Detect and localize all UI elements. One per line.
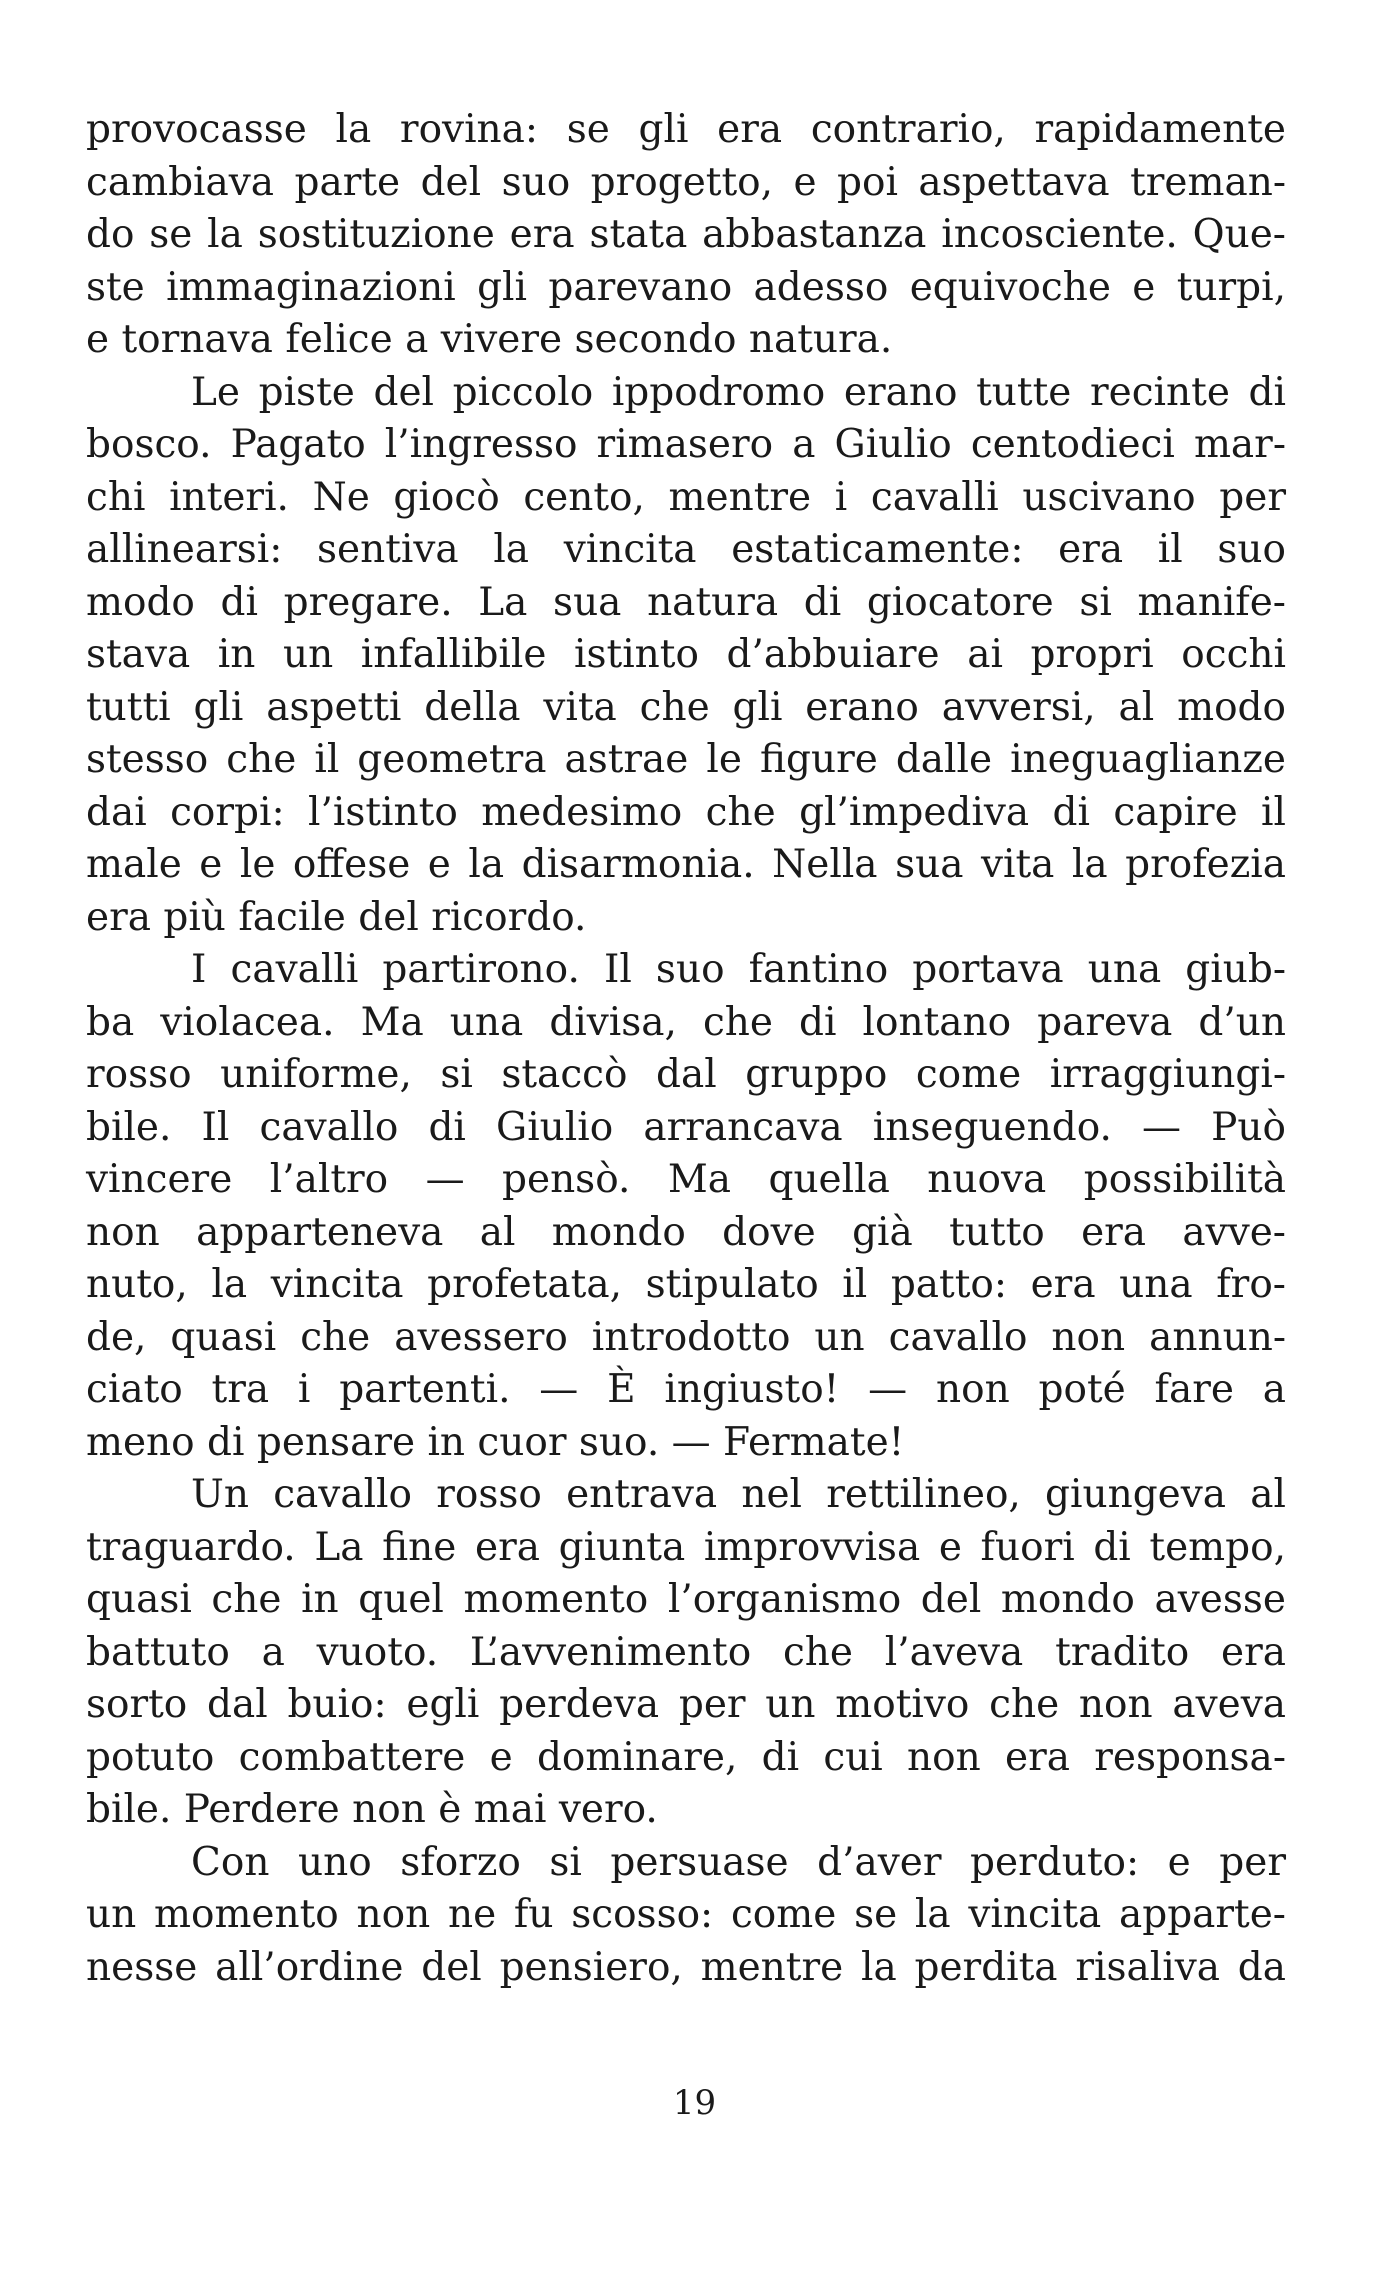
text-line: provocasse la rovina: se gli era contrario, rapidamente bbox=[86, 107, 1286, 152]
text-line: Le piste del piccolo ippodromo erano tutte recinte di bbox=[191, 369, 1286, 415]
text-line: bosco. Pagato l’ingresso rimasero a Giulio centodieci mar- bbox=[86, 422, 1286, 467]
text-line: do se la sostituzione era stata abbastanza incosciente. Que- bbox=[86, 212, 1286, 257]
page-body bbox=[86, 104, 1286, 1994]
text-line: tutti gli aspetti della vita che gli erano avversi, al modo bbox=[86, 684, 1286, 730]
text-line: ciato tra i partenti. — È ingiusto! — non poté fare a bbox=[86, 1367, 1286, 1412]
text-line: e tornava felice a vivere secondo natura. bbox=[86, 317, 893, 362]
text-line: ste immaginazioni gli parevano adesso equivoche e turpi, bbox=[86, 264, 1286, 310]
text-line: potuto combattere e dominare, di cui non era responsa- bbox=[86, 1734, 1286, 1780]
text-line: vincere l’altro — pensò. Ma quella nuova possibilità bbox=[86, 1157, 1286, 1202]
text-line: allinearsi: sentiva la vincita estaticamente: era il suo bbox=[86, 527, 1286, 572]
text-line: nesse all’ordine del pensiero, mentre la perdita risaliva da bbox=[86, 1944, 1286, 1990]
text-line: ba violacea. Ma una divisa, che di lontano pareva d’un bbox=[86, 999, 1286, 1045]
text-line: stesso che il geometra astrae le figure dalle ineguaglianze bbox=[86, 737, 1286, 782]
text-line: bile. Il cavallo di Giulio arrancava inseguendo. — Può bbox=[86, 1104, 1286, 1150]
text-line: de, quasi che avessero introdotto un cavallo non annun- bbox=[86, 1314, 1286, 1360]
text-line: dai corpi: l’istinto medesimo che gl’impediva di capire il bbox=[86, 789, 1286, 835]
text-line: rosso uniforme, si staccò dal gruppo come irraggiungi- bbox=[86, 1052, 1286, 1097]
text-line: cambiava parte del suo progetto, e poi aspettava treman- bbox=[86, 159, 1286, 205]
text-line: era più facile del ricordo. bbox=[86, 894, 587, 940]
page-number: 19 bbox=[672, 2083, 717, 2123]
text-line: un momento non ne fu scosso: come se la vincita apparte- bbox=[86, 1892, 1286, 1937]
text-line: Con uno sforzo si persuase d’aver perduto: e per bbox=[191, 1839, 1286, 1885]
text-line: male e le offese e la disarmonia. Nella sua vita la profezia bbox=[86, 842, 1286, 887]
text-line: bile. Perdere non è mai vero. bbox=[86, 1787, 658, 1832]
text-line: Un cavallo rosso entrava nel rettilineo, giungeva al bbox=[191, 1472, 1286, 1517]
text-line: battuto a vuoto. L’avvenimento che l’aveva tradito era bbox=[86, 1629, 1286, 1675]
text-line: quasi che in quel momento l’organismo del mondo avesse bbox=[86, 1577, 1286, 1622]
text-line: sorto dal buio: egli perdeva per un motivo che non aveva bbox=[86, 1682, 1286, 1727]
text-line: I cavalli partirono. Il suo fantino portava una giub- bbox=[191, 947, 1286, 992]
text-line: chi interi. Ne giocò cento, mentre i cavalli uscivano per bbox=[86, 474, 1286, 520]
text-line: traguardo. La fine era giunta improvvisa e fuori di tempo, bbox=[86, 1524, 1286, 1570]
text-line: nuto, la vincita profetata, stipulato il patto: era una fro- bbox=[86, 1262, 1286, 1307]
text-line: modo di pregare. La sua natura di giocatore si manife- bbox=[86, 579, 1286, 625]
text-line: stava in un infallibile istinto d’abbuiare ai propri occhi bbox=[86, 632, 1286, 677]
text-line: non apparteneva al mondo dove già tutto era avve- bbox=[86, 1209, 1286, 1255]
text-line: meno di pensare in cuor suo. — Fermate! bbox=[86, 1419, 905, 1465]
